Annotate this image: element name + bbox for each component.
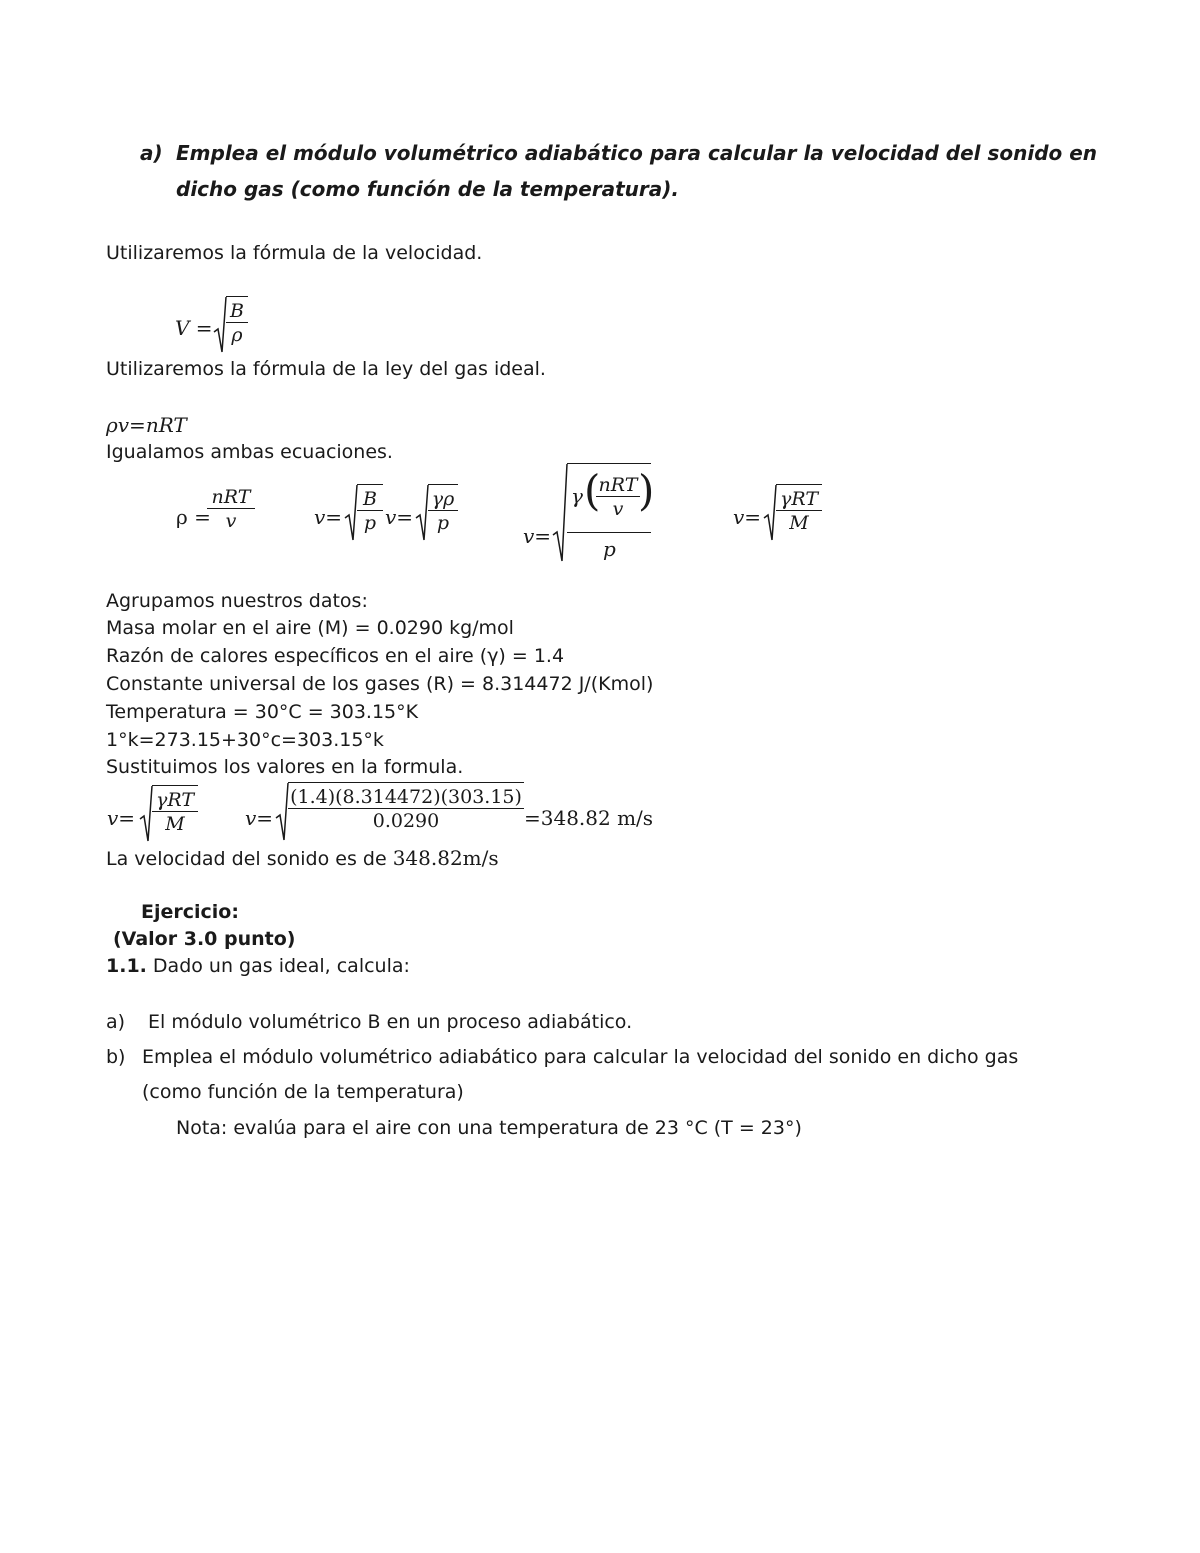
radical-icon <box>415 484 429 542</box>
eq5-den: M <box>165 813 185 835</box>
eq3-inner-den: v <box>612 498 624 520</box>
ideal-gas-equation: ρv=nRT <box>106 413 187 437</box>
exercise-note: Nota: evalúa para el aire con una temperatura de 23 °C (T = 23°) <box>176 1117 802 1139</box>
eq4-lhs: v= <box>733 505 762 529</box>
eq6-result: =348.82 m/s <box>524 806 654 830</box>
conversion: 1°k=273.15+30°c=303.15°k <box>106 729 384 751</box>
eq2-num: B <box>357 488 383 511</box>
velocity-formula-intro: Utilizaremos la fórmula de la velocidad. <box>106 242 483 264</box>
temperature: Temperatura = 30°C = 303.15°K <box>106 701 419 723</box>
eq3-den: p <box>603 537 616 561</box>
eq5-num: γRT <box>152 789 198 812</box>
question-a-line2: dicho gas (como función de la temperatura). <box>176 177 680 201</box>
radical-icon <box>139 785 153 843</box>
exercise-value: (Valor 3.0 punto) <box>113 928 296 950</box>
question-a-line1: Emplea el módulo volumétrico adiabático para calcular la velocidad del sonido en <box>176 141 1098 165</box>
exercise-b-line1: Emplea el módulo volumétrico adiabático para calcular la velocidad del sonido en dicho gas <box>142 1046 1019 1068</box>
exercise-b-line2: (como función de la temperatura) <box>142 1081 464 1103</box>
molar-mass: Masa molar en el aire (M) = 0.0290 kg/mol <box>106 617 514 639</box>
eq5-lhs: v= <box>107 806 136 830</box>
exercise-number: 1.1. <box>106 955 147 977</box>
radical-icon <box>344 484 358 542</box>
gas-constant: Constante universal de los gases (R) = 8.314472 J/(Kmol) <box>106 673 654 695</box>
exercise-a-marker: a) <box>106 1011 126 1033</box>
eq-v-num: B <box>226 300 248 323</box>
radical-icon <box>213 296 227 354</box>
equate-text: Igualamos ambas ecuaciones. <box>106 441 393 463</box>
eq2b-num: γρ <box>428 488 458 511</box>
eq-rho-num: nRT <box>207 486 255 509</box>
eq-v-lhs: V = <box>175 316 213 340</box>
radical-icon <box>763 484 777 542</box>
heat-ratio: Razón de calores específicos en el aire (γ) = 1.4 <box>106 645 565 667</box>
eq-rho-lhs: ρ = <box>176 505 211 529</box>
eq-rho-den: v <box>225 510 237 532</box>
result-value: 348.82m/s <box>392 846 499 870</box>
ideal-gas-intro: Utilizaremos la fórmula de la ley del gas ideal. <box>106 358 546 380</box>
eq3-gamma: γ <box>571 484 583 508</box>
radical-icon <box>275 782 289 842</box>
eq4-den: M <box>789 512 809 534</box>
exercise-prompt: Dado un gas ideal, calcula: <box>146 955 410 977</box>
eq6-den: 0.0290 <box>372 810 440 832</box>
question-a-marker: a) <box>140 141 163 165</box>
eq2b-lhs: v= <box>385 505 414 529</box>
data-intro: Agrupamos nuestros datos: <box>106 590 368 612</box>
eq2-lhs: v= <box>314 505 343 529</box>
exercise-a-text: El módulo volumétrico B en un proceso adiabático. <box>148 1011 633 1033</box>
eq3-lhs: v= <box>523 524 552 548</box>
eq3-inner-num: nRT <box>596 474 640 497</box>
eq2-den: p <box>363 512 377 534</box>
eq6-lhs: v= <box>245 806 274 830</box>
eq2b-den: p <box>436 512 450 534</box>
result-prefix: La velocidad del sonido es de <box>106 848 393 870</box>
eq-v-den: ρ <box>231 324 243 346</box>
substitute-text: Sustituimos los valores en la formula. <box>106 756 464 778</box>
exercise-b-marker: b) <box>106 1046 126 1068</box>
radical-icon <box>552 463 568 563</box>
exercise-title: Ejercicio: <box>141 901 239 923</box>
eq6-num: (1.4)(8.314472)(303.15) <box>288 786 524 809</box>
eq4-num: γRT <box>776 488 822 511</box>
